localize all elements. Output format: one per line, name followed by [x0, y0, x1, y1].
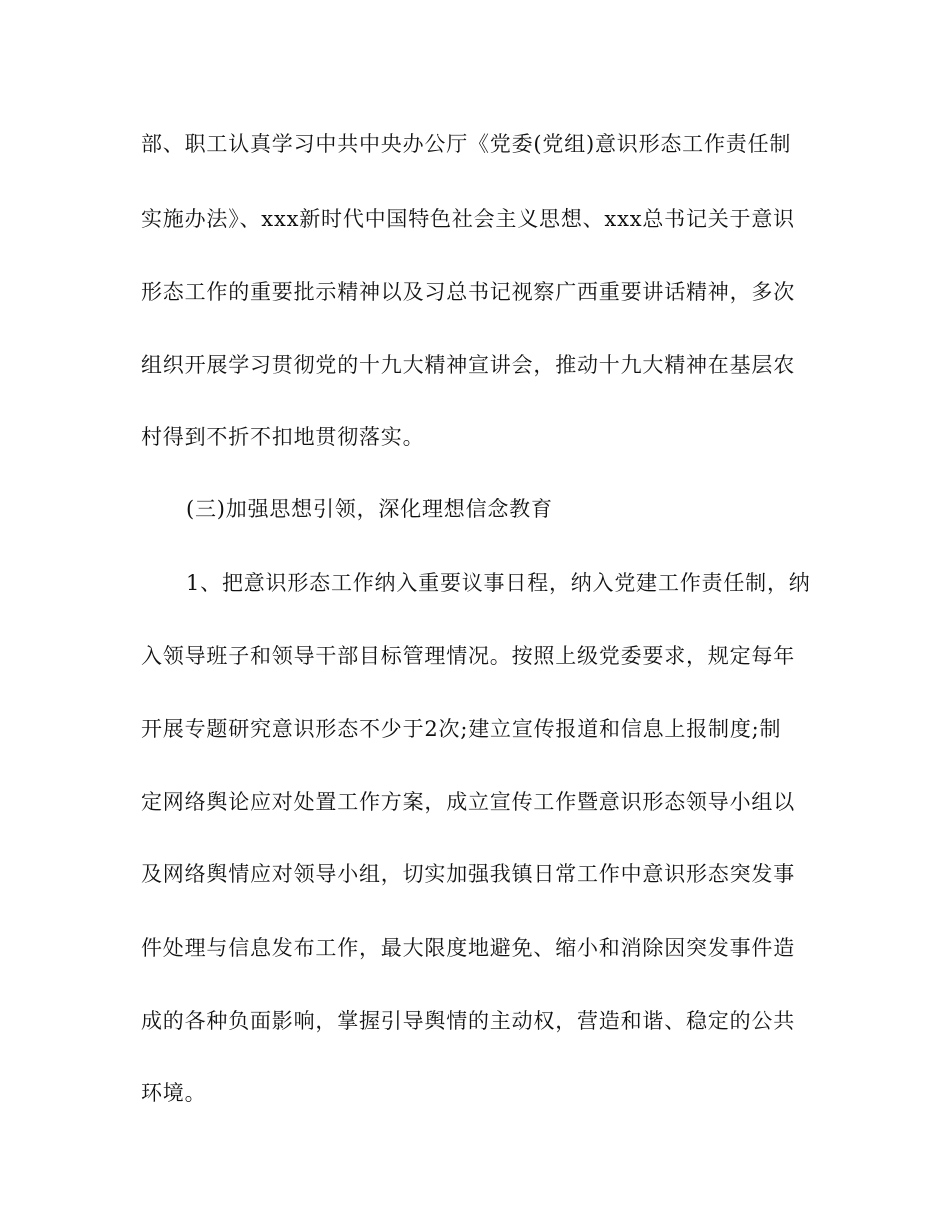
- paragraph-line: 入领导班子和领导干部目标管理情况。按照上级党委要求，规定每年: [141, 644, 795, 668]
- paragraph-line: 件处理与信息发布工作，最大限度地避免、缩小和消除因突发事件造: [141, 936, 795, 960]
- paragraph-line: 及网络舆情应对领导小组，切实加强我镇日常工作中意识形态突发事: [141, 862, 795, 886]
- paragraph-line: 形态工作的重要批示精神以及习总书记视察广西重要讲话精神，多次: [141, 280, 795, 304]
- paragraph-line: 组织开展学习贯彻党的十九大精神宣讲会，推动十九大精神在基层农: [141, 353, 795, 377]
- section-heading: (三)加强思想引领，深化理想信念教育: [186, 497, 553, 521]
- paragraph-line: 开展专题研究意识形态不少于2次;建立宣传报道和信息上报制度;制: [141, 717, 782, 741]
- paragraph-line: 部、职工认真学习中共中央办公厅《党委(党组)意识形态工作责任制: [141, 132, 792, 156]
- paragraph-line: 环境。: [141, 1081, 207, 1105]
- paragraph-line: 实施办法》、xxx新时代中国特色社会主义思想、xxx总书记关于意识: [141, 207, 795, 231]
- paragraph-line: 成的各种负面影响，掌握引导舆情的主动权，营造和谐、稳定的公共: [141, 1009, 795, 1033]
- paragraph-line: 村得到不折不扣地贯彻落实。: [141, 425, 425, 449]
- paragraph-line: 定网络舆论应对处置工作方案，成立宣传工作暨意识形态领导小组以: [141, 790, 795, 814]
- paragraph-line: 1、把意识形态工作纳入重要议事日程，纳入党建工作责任制，纳: [186, 571, 811, 595]
